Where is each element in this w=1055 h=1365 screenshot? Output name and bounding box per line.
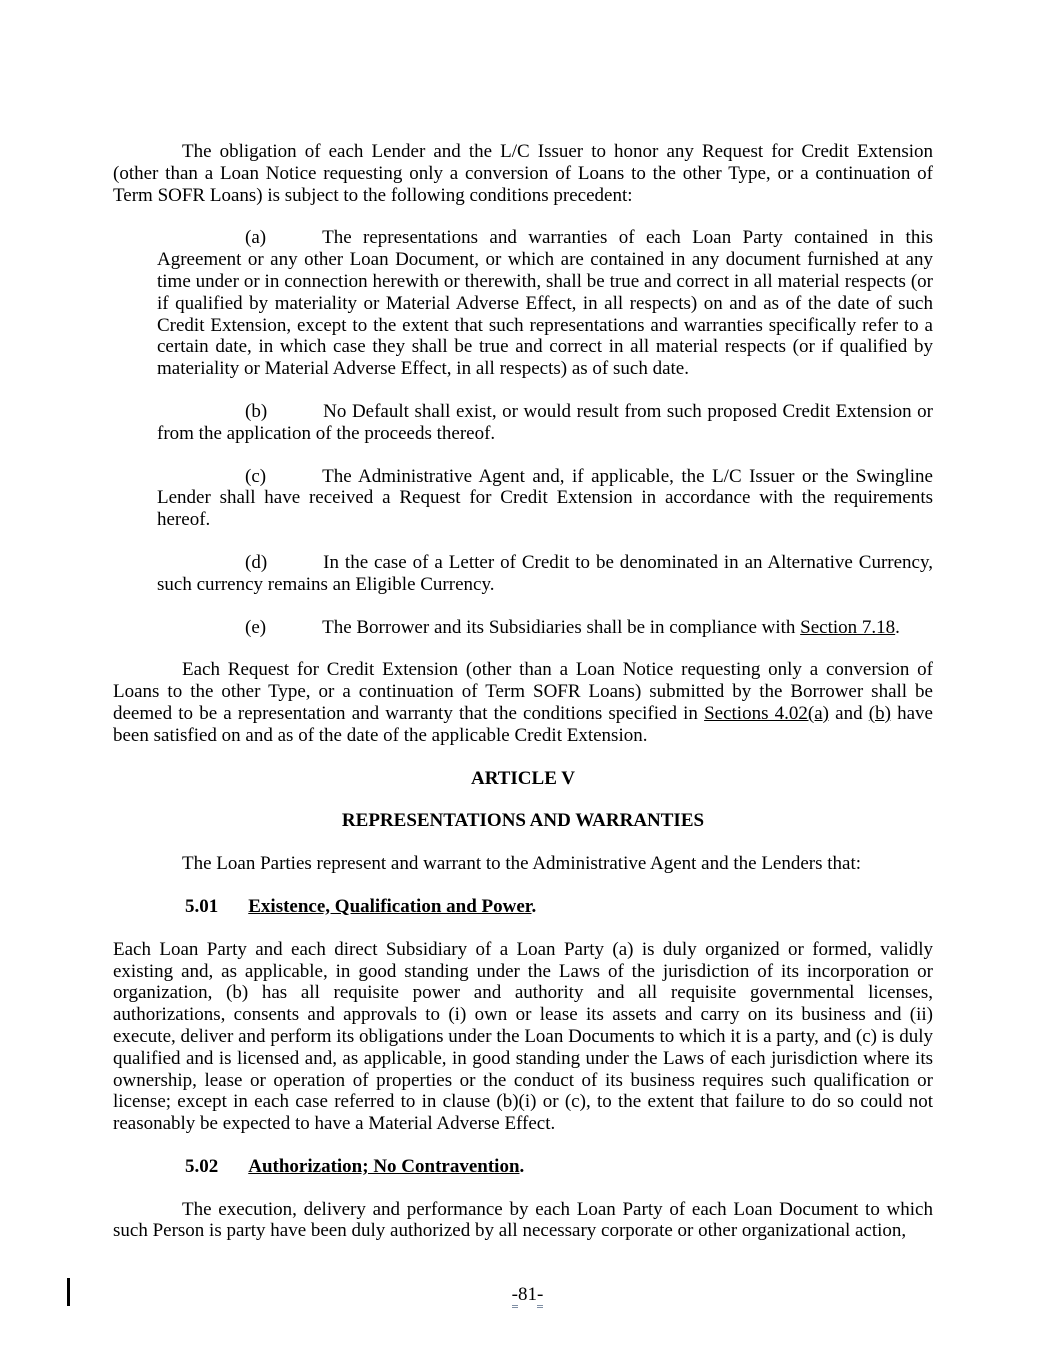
paragraph-5-02-body: The execution, delivery and performance by each Loan Party of each Loan Document to which such Person is party have been duly authorized by all necessary corporate or other organizational action,	[113, 1198, 933, 1242]
section-number: 5.01	[185, 895, 219, 917]
footer-dash-left: -	[512, 1284, 518, 1308]
paragraph-5-01-body: Each Loan Party and each direct Subsidiary of a Loan Party (a) is duly organized or formed, validly existing and, as applicable, in good standing under the Laws of the jurisdiction of its incorporation or organization, (b) has all requisite power and authority and all requisite governmental licenses, authorizations, consents and approvals to (i) own or lease its assets and carry on its business and (ii) execute, deliver and perform its obligations under the Loan Documents to which it is a party, and (c) is duly qualified and is licensed and, as applicable, in good standing under the Laws of each jurisdiction where its ownership, lease or operation of properties or the conduct of its business requires such qualification or license; except in each case referred to in clause (b)(i) or (c), to the extent that failure to do so could not reasonably be expected to have a Material Adverse Effect.	[113, 938, 933, 1135]
section-heading-5-01	[113, 896, 933, 918]
paragraph-request-deemed: Each Request for Credit Extension (other than a Loan Notice requesting only a conversion of Loans to the other Type, or a continuation of Term SOFR Loans) submitted by the Borrower shall be deemed to be a representation and warranty that the conditions specified in Sections 4.02(a) and (b) have been satisfied on and as of the date of the applicable Credit Extension.	[113, 659, 933, 746]
clause-b: (b) No Default shall exist, or would result from such proposed Credit Extension or from the application of the proceeds thereof.	[157, 400, 933, 444]
section-title: Existence, Qualification and Power	[248, 895, 532, 917]
article-subtitle: REPRESENTATIONS AND WARRANTIES	[341, 810, 705, 832]
section-trailing-period: .	[531, 895, 537, 917]
section-heading-5-02	[113, 1156, 933, 1178]
section-title: Authorization; No Contravention	[248, 1155, 520, 1177]
page-number: 81	[518, 1284, 537, 1305]
section-trailing-period: .	[519, 1155, 525, 1177]
footer-dash-right: -	[537, 1284, 543, 1308]
paragraph-loan-parties: The Loan Parties represent and warrant to the Administrative Agent and the Lenders that:	[182, 853, 862, 875]
clause-a: (a) The representations and warranties of each Loan Party contained in this Agreement or any other Loan Document, or which are contained in any document furnished at any time under or in connection herewith or therewith, shall be true and correct in all material respects (or if qualified by materiality or Material Adverse Effect, in all respects) on and as of the date of such Credit Extension, except to the extent that such representations and warranties specifically refer to a certain date, in which case they shall be true and correct in all material respects (or if qualified by materiality or Material Adverse Effect, in all respects) as of such date.	[157, 227, 933, 380]
article-heading: ARTICLE V	[470, 767, 576, 789]
page-footer	[0, 1284, 1055, 1306]
clause-e: (e) The Borrower and its Subsidiaries shall be in compliance with Section 7.18.	[245, 616, 900, 638]
paragraph-conditions-intro: The obligation of each Lender and the L/C Issuer to honor any Request for Credit Extension (other than a Loan Notice requesting only a conversion of Loans to the other Type, or a continuation of Term SOFR Loans) is subject to the following conditions precedent:	[113, 141, 933, 206]
section-number: 5.02	[185, 1155, 219, 1177]
clause-d: (d) In the case of a Letter of Credit to be denominated in an Alternative Currency, such currency remains an Eligible Currency.	[157, 551, 933, 595]
document-content	[113, 141, 933, 1263]
clause-c: (c) The Administrative Agent and, if applicable, the L/C Issuer or the Swingline Lender shall have received a Request for Credit Extension in accordance with the requirements hereof.	[157, 465, 933, 531]
